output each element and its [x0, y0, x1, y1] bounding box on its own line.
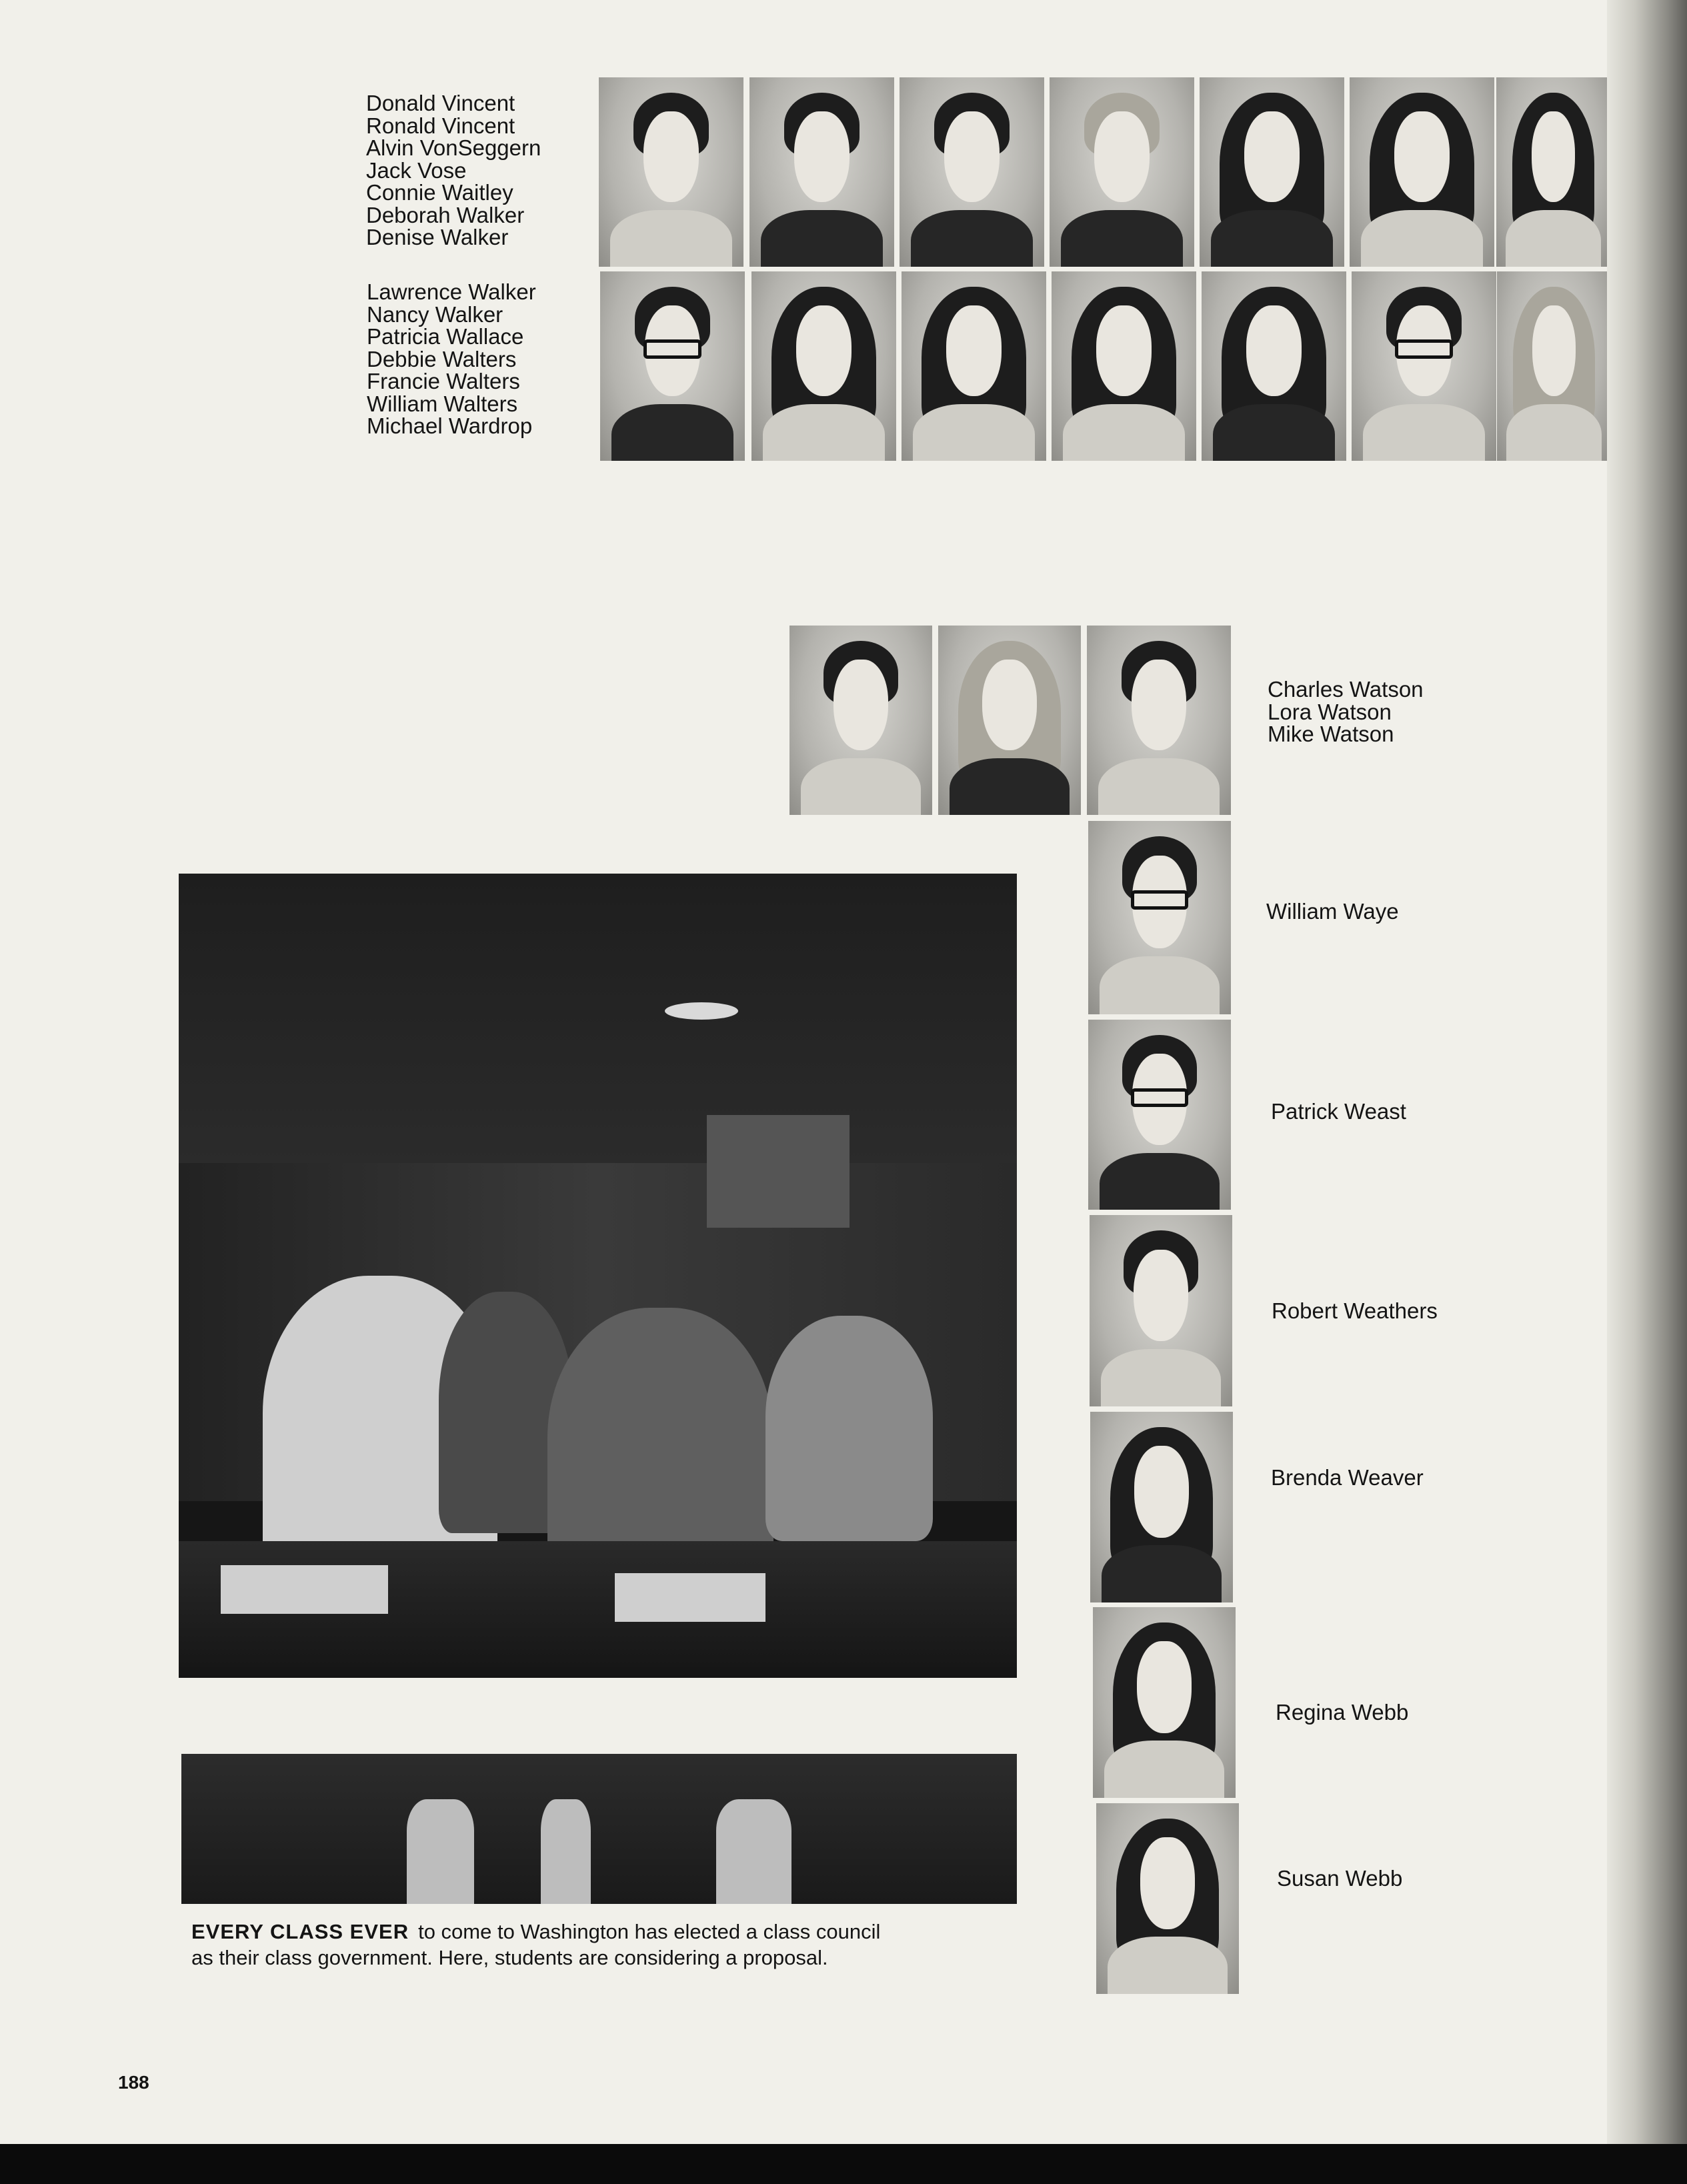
portrait-photo: [1352, 271, 1496, 461]
portrait-photo: [751, 271, 896, 461]
portrait-photo: [1087, 626, 1231, 815]
caption-line-1: to come to Washington has elected a class council: [418, 1920, 881, 1943]
scan-edge: [0, 2144, 1687, 2184]
student-name: Patricia Wallace: [367, 324, 524, 349]
classroom-photo: [179, 874, 1017, 1678]
name-list-watson: [1268, 678, 1424, 746]
student-name: Ronald Vincent: [366, 113, 515, 138]
caption-lead: EVERY CLASS EVER: [191, 1920, 409, 1943]
portrait-photo: [1200, 77, 1344, 267]
name-list-row-2: [367, 281, 536, 437]
name-list-row-1: [366, 92, 541, 249]
student-name: Susan Webb: [1277, 1866, 1403, 1891]
portrait-photo: [1096, 1803, 1239, 1994]
student-name: Denise Walker: [366, 225, 509, 249]
page-number: 188: [118, 2072, 149, 2093]
caption-line-2: as their class government. Here, students are considering a proposal.: [191, 1946, 828, 1969]
student-name: Francie Walters: [367, 369, 520, 393]
student-name: Brenda Weaver: [1271, 1465, 1424, 1490]
student-name: Regina Webb: [1276, 1700, 1409, 1725]
portrait-photo: [938, 626, 1081, 815]
portrait-photo: [1088, 821, 1231, 1014]
student-name: Nancy Walker: [367, 301, 503, 327]
book-spine-shadow: [1607, 0, 1687, 2184]
student-name: Jack Vose: [366, 157, 467, 183]
portrait-photo: [1090, 1215, 1232, 1406]
portrait-photo: [902, 271, 1046, 461]
portrait-photo: [1088, 1020, 1231, 1210]
student-name: Lora Watson: [1268, 699, 1392, 724]
student-name: William Walters: [367, 391, 518, 416]
student-name: Robert Weathers: [1272, 1298, 1438, 1323]
portrait-photo: [1497, 271, 1611, 461]
photo-caption: [191, 1919, 880, 1971]
portrait-photo: [1093, 1607, 1236, 1798]
student-name: Connie Waitley: [366, 180, 513, 205]
student-name: Deborah Walker: [366, 202, 525, 227]
portrait-photo: [900, 77, 1044, 267]
student-name: William Waye: [1266, 899, 1399, 924]
portrait-photo: [1496, 77, 1610, 267]
portrait-photo: [789, 626, 932, 815]
portrait-photo: [600, 271, 745, 461]
student-name: Charles Watson: [1268, 677, 1424, 702]
portrait-photo: [1202, 271, 1346, 461]
portrait-photo: [1350, 77, 1494, 267]
portrait-photo: [599, 77, 743, 267]
portrait-photo: [1090, 1412, 1233, 1602]
portrait-photo: [1050, 77, 1194, 267]
student-name: Debbie Walters: [367, 346, 517, 371]
student-name: Lawrence Walker: [367, 279, 536, 304]
student-name: Alvin VonSeggern: [366, 135, 541, 160]
portrait-photo: [1052, 271, 1196, 461]
student-name: Michael Wardrop: [367, 413, 533, 438]
student-name: Patrick Weast: [1271, 1099, 1406, 1124]
student-name: Donald Vincent: [366, 91, 515, 115]
portrait-photo: [749, 77, 894, 267]
student-name: Mike Watson: [1268, 722, 1394, 746]
desk-legs-photo: [181, 1754, 1017, 1904]
